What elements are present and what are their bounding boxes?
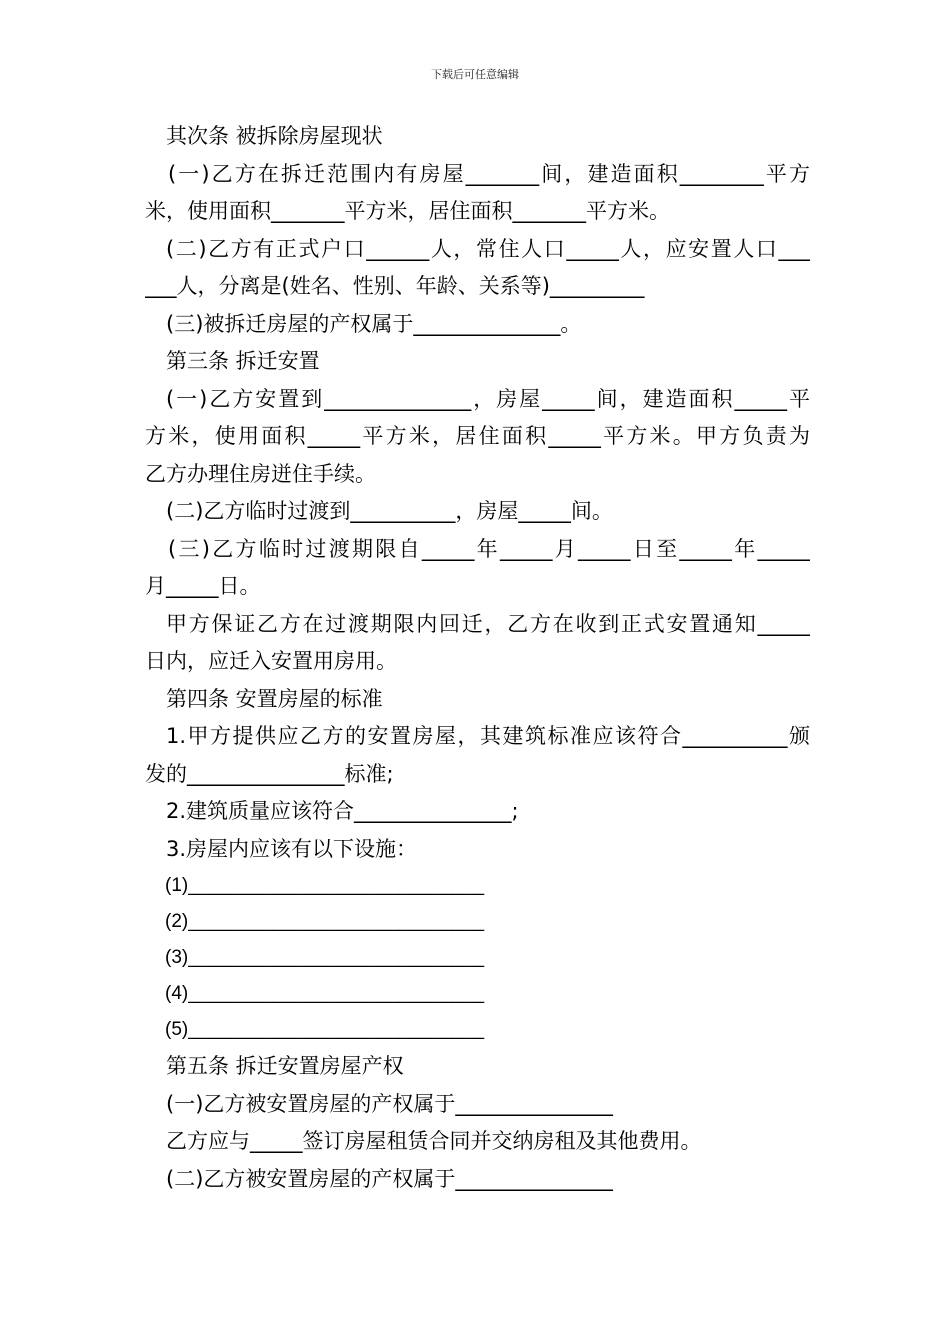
paragraph-line: 发的_______________标准; [145,761,394,786]
paragraph-line: 1.甲方提供应乙方的安置房屋，其建筑标准应该符合__________颁 [166,724,810,748]
article-3-heading: 第三条 拆迁安置 [166,349,320,373]
facility-item: (5)____________________________ [165,1019,485,1040]
facility-item: (2)____________________________ [165,911,485,932]
paragraph-line: 甲方保证乙方在过渡期限内回迁，乙方在收到正式安置通知_____ [166,611,810,636]
paragraph-line: (二)乙方被安置房屋的产权属于_______________ [166,1166,613,1191]
article-2-heading: 其次条 被拆除房屋现状 [166,124,383,148]
facility-item: (1)____________________________ [165,875,485,896]
paragraph-line: (一)乙方安置到______________，房屋_____间，建造面积_____平 [166,386,810,411]
paragraph-line: 月_____日。 [145,574,261,598]
document-body [145,118,810,1198]
article-4-heading: 第四条 安置房屋的标准 [166,686,383,711]
paragraph-line: (一)乙方在拆迁范围内有房屋_______间，建造面积________平方 [168,161,810,186]
paragraph-line: 日内，应迁入安置用房用。 [145,649,397,673]
paragraph-line: (三)被拆迁房屋的产权属于______________。 [166,311,582,336]
paragraph-line: 2.建筑质量应该符合_______________; [166,799,519,823]
paragraph-line: (二)乙方临时过渡到__________，房屋_____间。 [166,499,613,523]
article-5-heading: 第五条 拆迁安置房屋产权 [166,1054,404,1078]
paragraph-line: 乙方办理住房迸住手续。 [145,461,376,486]
paragraph-line: (二)乙方有正式户口______人，常住人口_____人，应安置人口___ [166,236,810,261]
paragraph-line: (三)乙方临时过渡期限自_____年_____月_____日至_____年_____ [168,536,810,561]
paragraph-line: (一)乙方被安置房屋的产权属于_______________ [166,1091,613,1116]
facility-item: (3)____________________________ [165,947,485,968]
paragraph-line: 3.房屋内应该有以下设施： [166,836,418,861]
page-header: 下载后可任意编辑 [431,68,519,81]
paragraph-line: 乙方应与_____签订房屋租赁合同并交纳房租及其他费用。 [166,1129,702,1153]
paragraph-line: 方米，使用面积_____平方米，居住面积_____平方米。甲方负责为 [145,424,810,448]
facility-item: (4)____________________________ [165,983,485,1004]
paragraph-line: ___人，分离是(姓名、性别、年龄、关系等)_________ [145,274,645,298]
paragraph-line: 米，使用面积_______平方米，居住面积_______平方米。 [145,199,670,223]
